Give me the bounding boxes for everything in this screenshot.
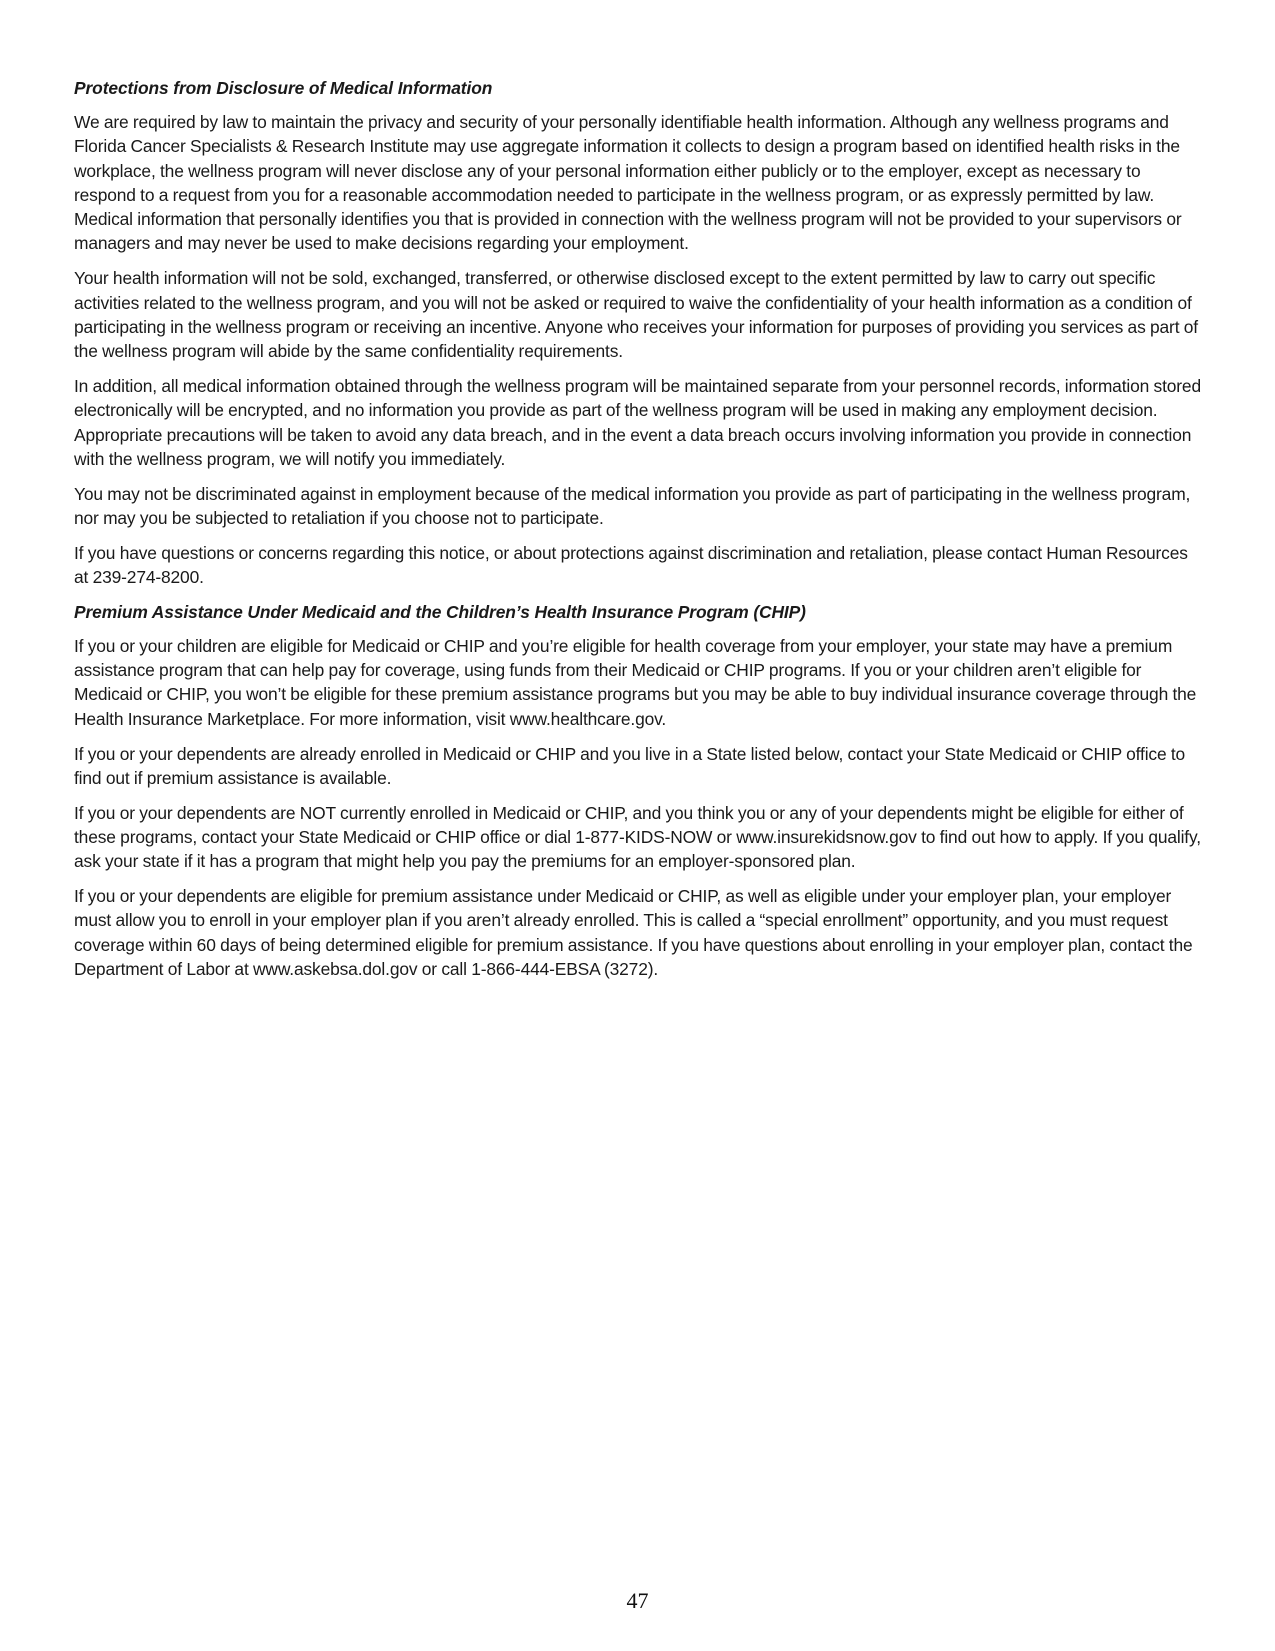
paragraph-not-enrolled: If you or your dependents are NOT currently enrolled in Medicaid or CHIP, and you think you or any of your dependents might be eligible for either of these programs, contact your State Medicaid or CHIP office or dial 1-877-KIDS-NOW or www.insurekidsnow.gov to find out how to apply. If you qualify, ask your state if it has a program that might help you pay the premiums for an employer-sponsored plan.	[74, 802, 1201, 872]
paragraph-already-enrolled: If you or your dependents are already enrolled in Medicaid or CHIP and you live in a State listed below, contact your State Medicaid or CHIP office to find out if premium assistance is available.	[74, 743, 1186, 788]
section-heading: Premium Assistance Under Medicaid and the Children’s Health Insurance Program (CHIP)	[74, 601, 806, 622]
paragraph-separate-records: In addition, all medical information obtained through the wellness program will be maintained separate from your personnel records, information stored electronically will be encrypted, and no information you provide as part of the wellness program will be used in making any employment decision. Appropriate precautions will be taken to avoid any data breach, and in the event a data breach occurs involving information you provide in connection with the wellness program, we will notify you immediately.	[74, 375, 1201, 469]
page-content	[74, 76, 1204, 992]
paragraph-privacy-requirement: We are required by law to maintain the privacy and security of your personally identifiable health information. Although any wellness programs and Florida Cancer Specialists & Research Institute may use aggregate information it collects to design a program based on identified health risks in the workplace, the wellness program will never disclose any of your personal information either publicly or to the employer, except as necessary to respond to a request from you for a reasonable accommodation needed to participate in the wellness program, or as expressly permitted by law. Medical information that personally identifies you that is provided in connection with the wellness program will not be provided to your supervisors or managers and may never be used to make decisions regarding your employment.	[74, 112, 1182, 254]
section-protections-disclosure	[74, 76, 1204, 589]
page-number: 47	[626, 1588, 649, 1613]
paragraph-special-enrollment: If you or your dependents are eligible for premium assistance under Medicaid or CHIP, as well as eligible under your employer plan, your employer must allow you to enroll in your employer plan if you aren’t already enrolled. This is called a “special enrollment” opportunity, and you must request coverage within 60 days of being determined eligible for premium assistance. If you have questions about enrolling in your employer plan, contact the Department of Labor at www.askebsa.dol.gov or call 1-866-444-EBSA (3272).	[74, 886, 1193, 979]
section-premium-assistance-chip	[74, 600, 1204, 981]
paragraph-contact-hr: If you have questions or concerns regarding this notice, or about protections against discrimination and retaliation, please contact Human Resources at 239-274-8200.	[74, 542, 1188, 588]
section-heading: Protections from Disclosure of Medical Information	[74, 78, 493, 98]
paragraph-eligibility: If you or your children are eligible for Medicaid or CHIP and you’re eligible for health coverage from your employer, your state may have a premium assistance program that can help pay for coverage, using funds from their Medicaid or CHIP programs. If you or your children aren’t eligible for Medicaid or CHIP, you won’t be eligible for these premium assistance programs but you may be able to buy individual insurance coverage through the Health Insurance Marketplace. For more information, visit www.healthcare.gov.	[74, 635, 1197, 729]
paragraph-not-sold: Your health information will not be sold, exchanged, transferred, or otherwise disclosed except to the extent permitted by law to carry out specific activities related to the wellness program, and you will not be asked or required to waive the confidentiality of your health information as a condition of participating in the wellness program or receiving an incentive. Anyone who receives your information for purposes of providing you services as part of the wellness program will abide by the same confidentiality requirements.	[74, 268, 1198, 362]
paragraph-no-discrimination: You may not be discriminated against in employment because of the medical information you provide as part of participating in the wellness program, nor may you be subjected to retaliation if you choose not to participate.	[74, 483, 1191, 528]
